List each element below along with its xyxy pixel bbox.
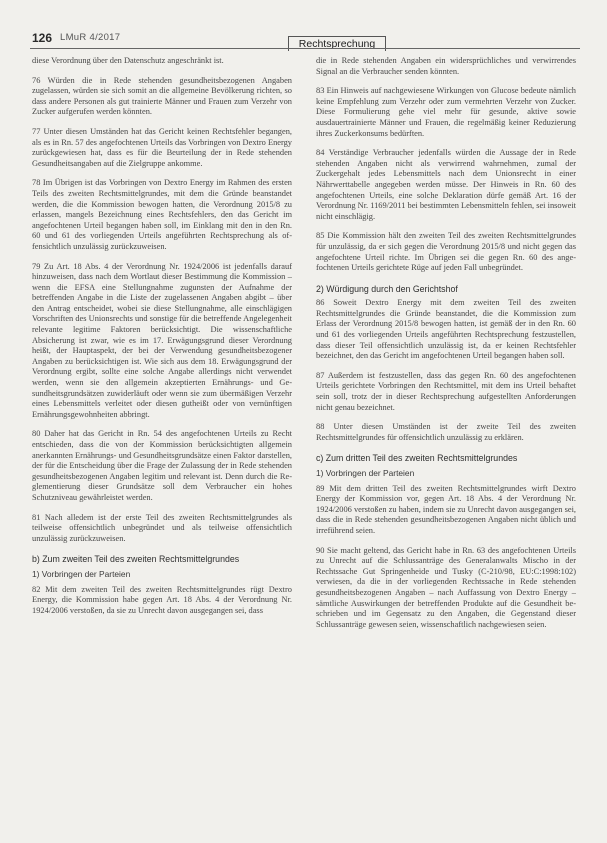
page-header [30, 26, 580, 48]
journal-reference: LMuR 4/2017 [60, 32, 121, 43]
paragraph: 88 Unter diesen Umständen ist der zweite Teil des zweiten Rechtsmittelgrundes für offensichtlich unzulässig zu erklären. [316, 422, 576, 442]
paragraph: 85 Die Kommission hält den zweiten Teil des zweiten Rechtsmittelgrundes für unzulässig, da er sich gegen die Verordnung 2015/8 und nicht gegen das angefochtene Urteil richte. Im Übrigen sei die gegen Rn. 60 des angefochtenen Urteils gerichtete Rüge auf jeden Fall unbegründet. [316, 231, 576, 273]
paragraph: 84 Verständige Verbraucher jedenfalls würden die Aussage der in Rede stehenden Angaben nicht als verwirrend wahrnehmen, zumal der Zuckergehalt jedes Lebensmittels nach dem Unionsrecht in einer Nährwerttabelle angegeben werden müsse. Der Hinweis in Rn. 60 des angefochtenen Urteils, eine solche Deklaration dürfe gemäß Art. 16 der Verordnung Nr. 1169/2011 bei bestimmten Lebensmitteln fehlen, sei insoweit nicht einschlägig. [316, 148, 576, 221]
section-title: Rechtsprechung [288, 36, 386, 51]
section-heading: 2) Würdigung durch den Gerichtshof [316, 283, 458, 294]
left-column [32, 56, 292, 625]
section-heading: c) Zum dritten Teil des zweiten Rechtsmittelgrundes [316, 453, 518, 464]
paragraph: 89 Mit dem dritten Teil des zweiten Rechtsmittelgrundes wirft Dextro Energy der Kommission vor, gegen Art. 18 Abs. 4 der Verordnung Nr. 1924/2006 verstoßen zu haben, indem sie zu Unrecht davon ausgegangen sei, dass die in Rede stehenden gesundheitsbezogenen Angaben nicht üblich und irreführend seien. [316, 483, 576, 535]
paragraph: 78 Im Übrigen ist das Vorbringen von Dextro Energy im Rahmen des ersten Teils des zweiten Rechtsmittelgrundes, mit dem die Gründe beanstandet werden, die die Kommission bewogen hatten, die Verordnung 2015/8 zu erlassen, mangels Bezeichnung eines Rechtsfehlers, den das Gericht im angefochtenen Urteil begangen haben soll, im Einklang mit den in den Rn. 60 und 61 des vorliegenden Urteils angeführten Rechtsprechung als offensichtlich unzulässig zurückzuweisen. [32, 178, 292, 251]
paragraph: die in Rede stehenden Angaben ein widersprüchliches und verwirrendes Signal an die Verbraucher senden könnten. [316, 56, 576, 76]
paragraph: 87 Außerdem ist festzustellen, dass das gegen Rn. 60 des angefochtenen Urteils gerichtete Vorbringen den Rechtsmittel, mit dem ins Urteil behaftet sein soll, trotz der in dieser Rechtsprechung aufgestellten Anforderungen nicht genau bezeichnet. [316, 370, 576, 412]
subsection-heading: 1) Vorbringen der Parteien [316, 468, 415, 478]
paragraph: 79 Zu Art. 18 Abs. 4 der Verordnung Nr. 1924/2006 ist jedenfalls darauf hinzuweisen, dass nach dem Wortlaut dieser Bestimmung die Kommission – wenn die EFSA eine Stellungnahme zugunsten der Aufnahme der betreffenden Angabe in die Liste der zugelassenen Angaben abgibt – über den Antrag entscheidet, wobei sie diese Stellungnahme, alle einschlägigen Vorschriften des Unionsrechts und sonstige für die betreffende Angelegenheit relevante legitime Faktoren berücksichtigt. Die wissenschaftliche Absicherung ist zwar, wie es im 17. Erwägungsgrund dieser Verordnung heißt, der Hauptaspekt, der bei der Verwendung gesundheitsbezogener Angaben zu berücksichtigen ist. Wie sich aus dem 18. Erwägungsgrund der Verordnung ergibt, sollte eine solche Angabe allerdings nicht verwendet werden, wenn sie den allgemein akzeptierten Ernährungs- und Gesundheitsgrundsätzen zuwiderläuft oder wenn sie zum übermäßigen Verzehr eines Lebensmittels verleitet oder diesen gutheißt oder von vernünftigen Ernährungsgewohnheiten abbringt. [32, 261, 292, 419]
paragraph: 90 Sie macht geltend, das Gericht habe in Rn. 63 des angefochtenen Urteils zu Unrecht auf die Schlussanträge des Generalanwalts Mischo in der Rechtssache Gut Springenheide und Tusky (C-210/98, EU:C:1998:102) verwiesen, da die in der vorliegenden Rechtssache in Rede stehenden gesundheitsbezogenen Angaben – nach Auffassung von Dextro Energy – sämtliche Auswirkungen der betreffenden Produkte auf die Gesundheit beschrieben und im Gegensatz zu den Angaben, die Gegenstand dieser Schlussanträge gewesen seien, wissenschaftlich nachgewiesen seien. [316, 545, 576, 629]
section-heading: b) Zum zweiten Teil des zweiten Rechtsmittelgrundes [32, 554, 240, 565]
right-column [316, 56, 576, 639]
header-rule [30, 48, 580, 49]
paragraph: 80 Daher hat das Gericht in Rn. 54 des angefochtenen Urteils zu Recht entschieden, dass die von der Kommission berücksichtigten allgemein anerkannten Ernährungs- und Gesundheitsgrundsätze einen Faktor darstellen, der für die Entscheidung über die Frage der Zulassung der in Rede stehenden gesundheitsbezogenen Angaben legitim und relevant ist. Denn durch die Reglementierung dieser Grundsätze soll dem Verbraucher ein hohes Schutzniveau gewährleistet werden. [32, 429, 292, 502]
paragraph: 83 Ein Hinweis auf nachgewiesene Wirkungen von Glucose bedeute nämlich keine Empfehlung zum Verzehr oder zum vermehrten Verzehr von Zucker. Diese Formulierung gehe viel mehr für gesunde, aktive sowie ausdauertrainierte Männer und Frauen, die regelmäßig keiner Reduzierung ihres Zuckerkonsums bedürften. [316, 86, 576, 138]
subsection-heading: 1) Vorbringen der Parteien [32, 568, 131, 579]
paragraph: diese Verordnung über den Datenschutz angeschränkt ist. [32, 56, 224, 65]
paragraph: 81 Nach alledem ist der erste Teil des zweiten Rechtsmittelgrundes als teilweise offensichtlich unbegründet und als teilweise offensichtlich unzulässig zurückzuweisen. [32, 512, 292, 543]
paragraph: 76 Würden die in Rede stehenden gesundheitsbezogenen Angaben zugelassen, würden sie sich somit an die allgemeine Bevölkerung richten, so dass andere Personen als gut trainierte Männer und Frauen zum Verzehr von Zucker aufgerufen werden könnten. [32, 75, 292, 117]
paragraph: 82 Mit dem zweiten Teil des zweiten Rechtsmittelgrundes rügt Dextro Energy, die Kommission habe gegen Art. 18 Abs. 4 der Verordnung Nr. 1924/2006 verstoßen, da sie zu Unrecht davon ausgegangen sei, dass [32, 584, 292, 615]
paragraph: 86 Soweit Dextro Energy mit dem zweiten Teil des zweiten Rechtsmittelgrundes die Gründe beanstandet, die die Kommission zum Erlass der Verordnung 2015/8 bewogen hatten, ist gemäß der in den Rn. 60 und 61 des vorliegenden Urteils angeführten Rechtsprechung festzustellen, dass dieser Teil offensichtlich unzulässig ist, da er keinen Rechtsfehler bezeichnet, den das Gericht im angefochtenen Urteil begangen haben soll. [316, 298, 576, 361]
page-number: 126 [32, 31, 53, 45]
paragraph: 77 Unter diesen Umständen hat das Gericht keinen Rechtsfehler begangen, als es in Rn. 57 des angefochtenen Urteils das Vorbringen von Dextro Energy zurückgewiesen hat, dass es für die Beurteilung der in Rede stehenden Gesundheitsangaben auf die Zielgruppe ankomme. [32, 126, 292, 168]
